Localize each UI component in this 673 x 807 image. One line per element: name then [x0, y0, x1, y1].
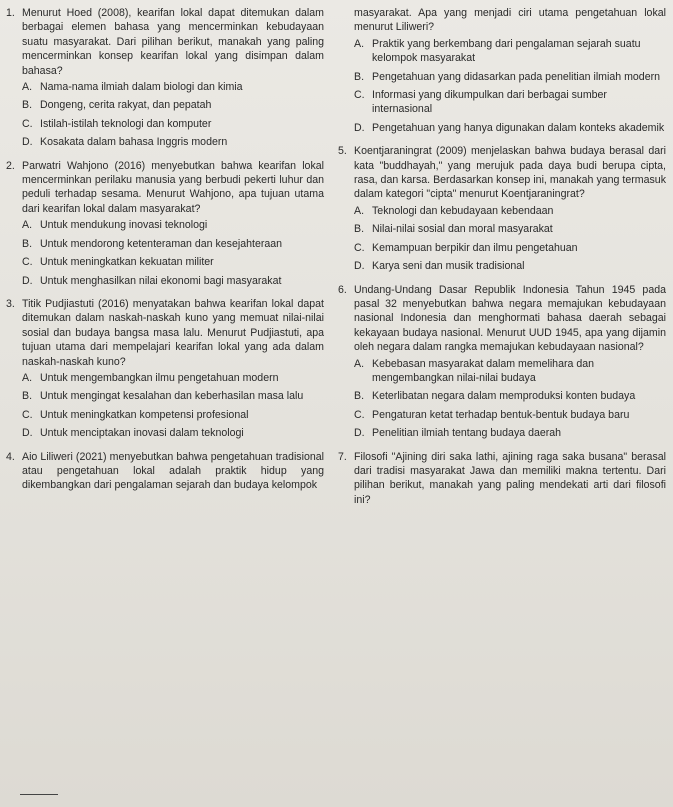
option-text: Karya seni dan musik tradisional: [372, 260, 525, 273]
question-stem: Filosofi "Ajining diri saka lathi, ajining raga saka busana" berasal dari tradisi masyarakat Jawa dan memiliki makna tertentu. Dari pilihan berikut, manakah yang paling mendekati arti dari filosofi ini?: [354, 450, 666, 506]
option-d: [354, 121, 666, 135]
option-d: [22, 274, 324, 288]
question-number: 1.: [6, 7, 15, 19]
question-number: 5.: [338, 145, 347, 158]
option-text: Pengetahuan yang hanya digunakan dalam konteks akademik: [372, 121, 665, 134]
answer-line: [20, 794, 58, 795]
option-text: Praktik yang berkembang dari pengalaman sejarah suatu kelompok masyarakat: [372, 37, 641, 65]
question-number: 4.: [6, 450, 15, 463]
option-c: [354, 88, 666, 117]
option-text: Kosakata dalam bahasa Inggris modern: [40, 136, 228, 149]
option-letter: C.: [354, 89, 365, 102]
option-letter: D.: [354, 260, 365, 273]
question-stem: Menurut Hoed (2008), kearifan lokal dapat ditemukan dalam berbagai elemen bahasa yang mencerminkan kebudayaan suatu masyarakat. Dari pilihan berikut, manakah yang paling mencerminkan konsep kearifan lokal yang disimpan dalam bahasa?: [22, 7, 324, 77]
option-text: Kebebasan masyarakat dalam memelihara dan mengembangkan nilai-nilai budaya: [372, 357, 595, 384]
option-text: Kemampuan berpikir dan ilmu pengetahuan: [372, 241, 578, 254]
option-letter: B.: [22, 237, 33, 250]
option-letter: C.: [354, 241, 365, 254]
option-letter: D.: [22, 136, 33, 149]
option-text: Penelitian ilmiah tentang budaya daerah: [372, 427, 562, 440]
option-letter: A.: [354, 357, 365, 370]
option-a: [354, 357, 666, 386]
option-letter: A.: [22, 81, 33, 94]
option-letter: B.: [22, 390, 33, 403]
option-b: [22, 98, 324, 112]
question-stem: masyarakat. Apa yang menjadi ciri utama pengetahuan lokal menurut Liliweri?: [354, 7, 666, 34]
option-text: Keterlibatan negara dalam memproduksi konten budaya: [372, 390, 636, 403]
option-text: Untuk mengembangkan ilmu pengetahuan modern: [40, 371, 279, 384]
option-b: [354, 222, 666, 236]
question-2: [6, 159, 324, 288]
option-c: [22, 408, 324, 422]
question-4-continued: [338, 6, 666, 135]
question-7: [338, 450, 666, 508]
option-list: [22, 218, 324, 288]
option-b: [22, 389, 324, 403]
option-letter: D.: [354, 427, 365, 440]
option-text: Untuk mengingat kesalahan dan keberhasilan masa lalu: [40, 390, 304, 403]
option-a: [22, 371, 324, 385]
option-list: [354, 37, 666, 135]
option-text: Pengaturan ketat terhadap bentuk-bentuk budaya baru: [372, 408, 630, 421]
option-text: Pengetahuan yang didasarkan pada penelitian ilmiah modern: [372, 70, 661, 83]
option-text: Informasi yang dikumpulkan dari berbagai sumber internasional: [372, 89, 607, 116]
option-text: Nama-nama ilmiah dalam biologi dan kimia: [40, 81, 243, 94]
option-text: Teknologi dan kebudayaan kebendaan: [372, 204, 554, 217]
option-b: [354, 389, 666, 403]
option-text: Istilah-istilah teknologi dan komputer: [40, 117, 212, 130]
option-c: [22, 117, 324, 131]
option-letter: C.: [354, 408, 365, 421]
option-letter: C.: [22, 256, 33, 269]
option-list: [22, 80, 324, 150]
option-letter: B.: [22, 99, 33, 112]
question-3: [6, 297, 324, 441]
right-column: [338, 6, 666, 516]
option-d: [354, 426, 666, 440]
option-list: [22, 371, 324, 441]
option-text: Dongeng, cerita rakyat, dan pepatah: [40, 99, 212, 112]
question-number: 6.: [338, 283, 347, 296]
option-letter: B.: [354, 223, 365, 236]
question-stem: Parwatri Wahjono (2016) menyebutkan bahwa kearifan lokal mencerminkan perilaku manusia yang berbudi pekerti luhur dan peduli terhadap sesama. Menurut Wahjono, apa tujuan utama dari kearifan lokal dalam masyarakat?: [22, 159, 324, 215]
question-5: [338, 144, 666, 273]
option-text: Untuk mendorong ketenteraman dan kesejahteraan: [40, 237, 283, 250]
left-column: [6, 6, 324, 502]
option-letter: A.: [22, 219, 33, 232]
option-letter: D.: [22, 427, 33, 440]
option-letter: C.: [22, 117, 33, 130]
option-text: Untuk menciptakan inovasi dalam teknologi: [40, 427, 244, 440]
option-c: [354, 241, 666, 255]
option-a: [354, 204, 666, 218]
question-6: [338, 283, 666, 441]
option-text: Nilai-nilai sosial dan moral masyarakat: [372, 223, 553, 236]
option-a: [22, 80, 324, 94]
option-letter: A.: [354, 204, 365, 217]
option-c: [354, 408, 666, 422]
question-stem: Undang-Undang Dasar Republik Indonesia Tahun 1945 pada pasal 32 menyebutkan bahwa negara memajukan kebudayaan nasional Indonesia dan menghormati bahasa daerah sebagai kekayaan budaya nasional. Menurut UUD 1945, apa yang dijamin oleh negara dalam rangka memajukan kebudayaan nasional?: [354, 283, 666, 354]
question-4: [6, 450, 324, 493]
option-a: [354, 37, 666, 66]
option-a: [22, 218, 324, 232]
option-letter: D.: [22, 274, 33, 287]
option-text: Untuk meningkatkan kekuatan militer: [40, 256, 214, 269]
option-letter: A.: [22, 371, 33, 384]
question-stem: Aio Liliweri (2021) menyebutkan bahwa pengetahuan tradisional atau pengetahuan lokal adalah praktik hidup yang dikembangkan dari pengalaman sejarah dan budaya kelompok: [22, 450, 324, 492]
option-letter: C.: [22, 408, 33, 421]
option-list: [354, 204, 666, 274]
option-letter: A.: [354, 37, 365, 50]
question-number: 3.: [6, 297, 15, 310]
option-list: [354, 357, 666, 441]
option-letter: B.: [354, 70, 365, 83]
option-text: Untuk menghasilkan nilai ekonomi bagi masyarakat: [40, 274, 282, 287]
option-letter: D.: [354, 121, 365, 134]
question-stem: Koentjaraningrat (2009) menjelaskan bahwa budaya berasal dari kata "buddhayah," yang merujuk pada daya budi berupa cipta, rasa, dan karsa. Berdasarkan konsep ini, manakah yang termasuk dalam kategori "cipta" menurut Koentjaraningrat?: [354, 145, 666, 201]
option-d: [354, 259, 666, 273]
option-d: [22, 135, 324, 149]
question-number: 2.: [6, 159, 15, 172]
question-stem: Titik Pudjiastuti (2016) menyatakan bahwa kearifan lokal dapat ditemukan dalam naskah-naskah kuno yang memuat nilai-nilai sosial dan budaya bangsa masa lalu. Menurut Pudjiastuti, apa tujuan utama dari mempelajari kearifan lokal yang ada dalam naskah-naskah kuno?: [22, 297, 324, 368]
option-text: Untuk mendukung inovasi teknologi: [40, 219, 208, 232]
option-text: Untuk meningkatkan kompetensi profesional: [40, 408, 249, 421]
option-b: [354, 70, 666, 84]
question-1: [6, 6, 324, 150]
question-number: 7.: [338, 450, 347, 463]
option-b: [22, 237, 324, 251]
option-c: [22, 255, 324, 269]
option-letter: B.: [354, 390, 365, 403]
option-d: [22, 426, 324, 440]
